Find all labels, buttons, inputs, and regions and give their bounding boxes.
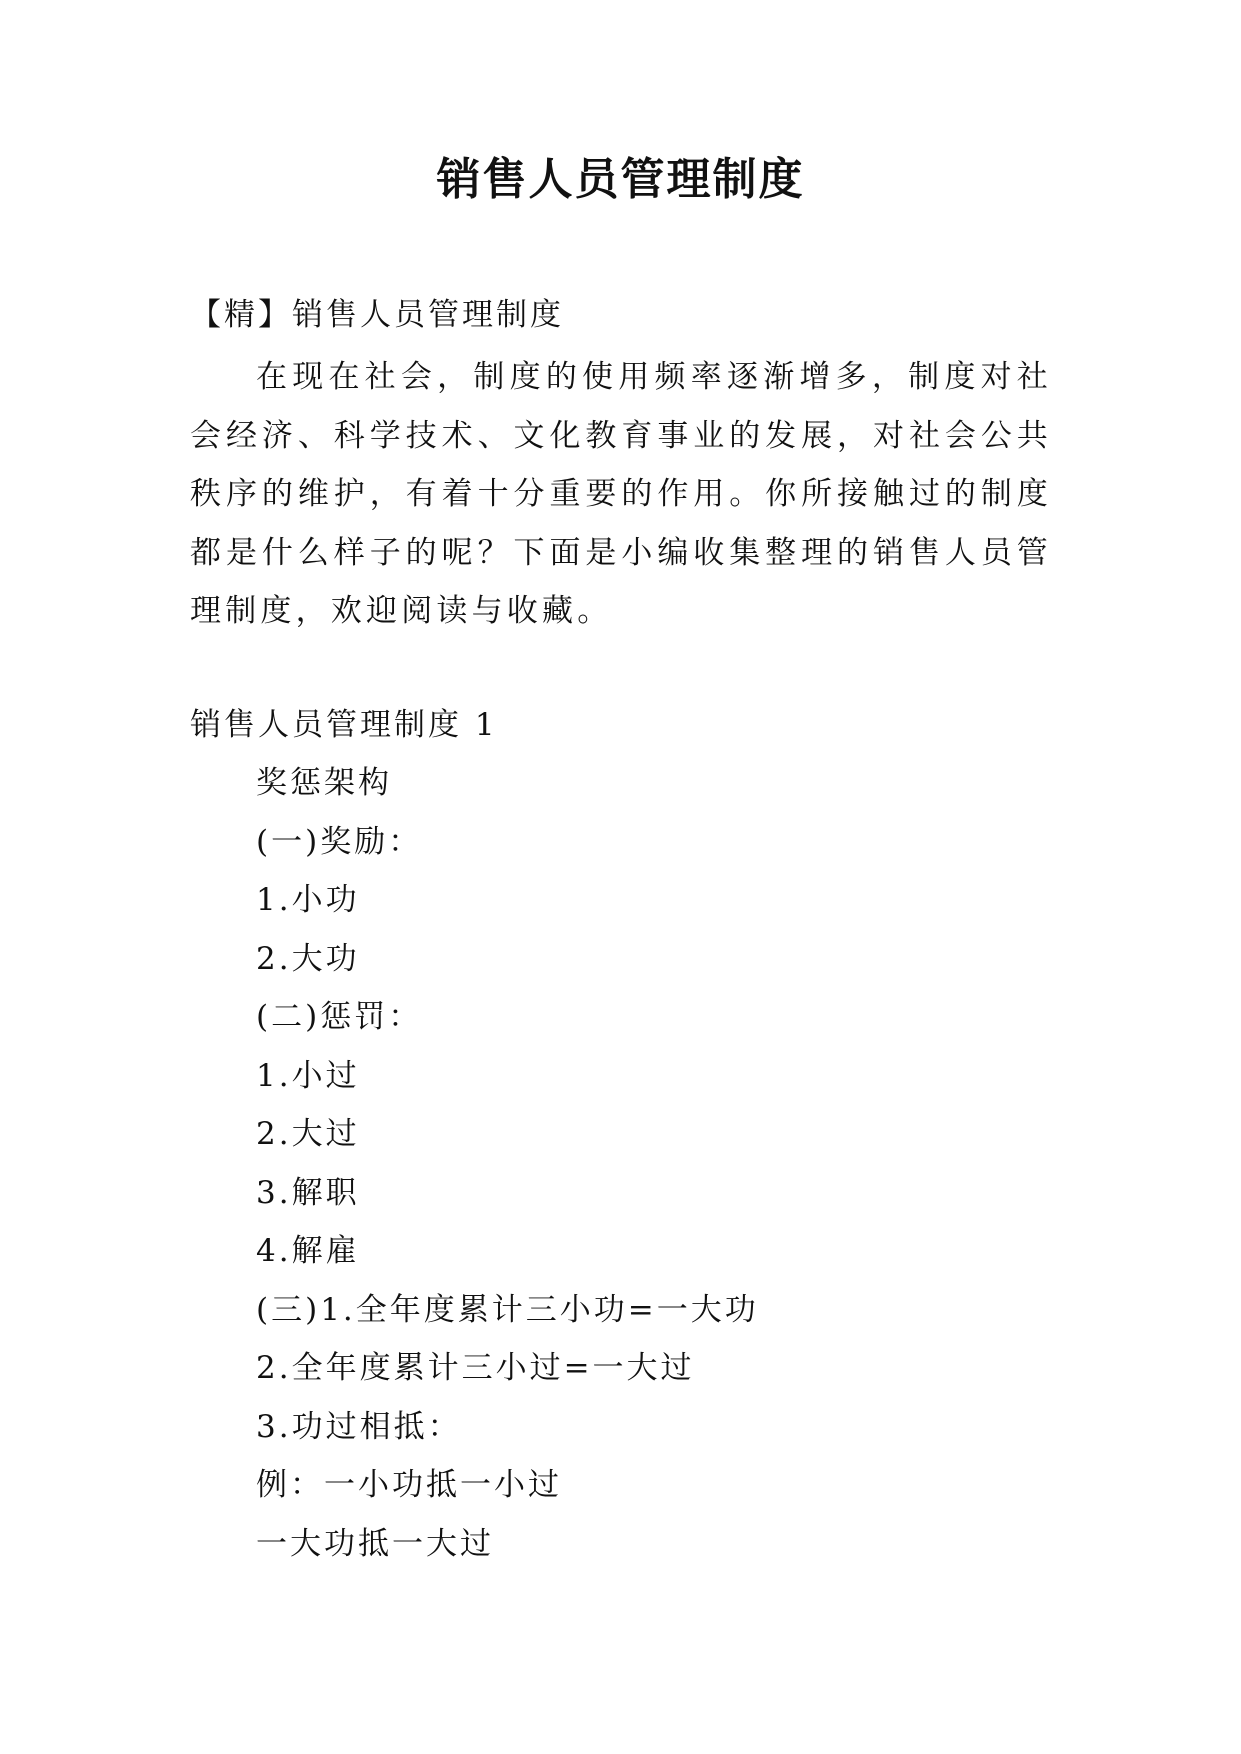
list-item: 4.解雇: [256, 1233, 360, 1269]
list-item: 2.大功: [256, 940, 360, 977]
intro-paragraph: 在现在社会，制度的使用频率逐渐增多，制度对社会经济、科学技术、文化教育事业的发展，对社会公共秩序的维护，有着十分重要的作用。你所接触过的制度都是什么样子的呢？下面是小编收集整理的销售人员管理制度，欢迎阅读与收藏。: [190, 359, 1052, 629]
list-item: (三)1.全年度累计三小功=一大功: [256, 1291, 759, 1328]
list-item: (一)奖励：: [256, 823, 423, 860]
document-subtitle: 【精】销售人员管理制度: [190, 297, 564, 333]
list-item: 2.全年度累计三小过=一大过: [256, 1350, 695, 1386]
list-item: 一大功抵一大过: [256, 1525, 494, 1562]
rules-list: [256, 758, 759, 1577]
list-item: 2.大过: [256, 1116, 360, 1152]
list-item: 3.功过相抵：: [256, 1408, 462, 1445]
list-item: 3.解职: [256, 1174, 360, 1211]
section-heading: 销售人员管理制度 1: [190, 707, 498, 743]
document-title: 销售人员管理制度: [436, 154, 805, 205]
list-item: 1.小功: [256, 882, 360, 918]
list-item: (二)惩罚：: [256, 999, 423, 1035]
list-item: 奖惩架构: [256, 765, 392, 801]
list-item: 1.小过: [256, 1057, 360, 1094]
list-item: 例：一小功抵一小过: [256, 1467, 562, 1503]
